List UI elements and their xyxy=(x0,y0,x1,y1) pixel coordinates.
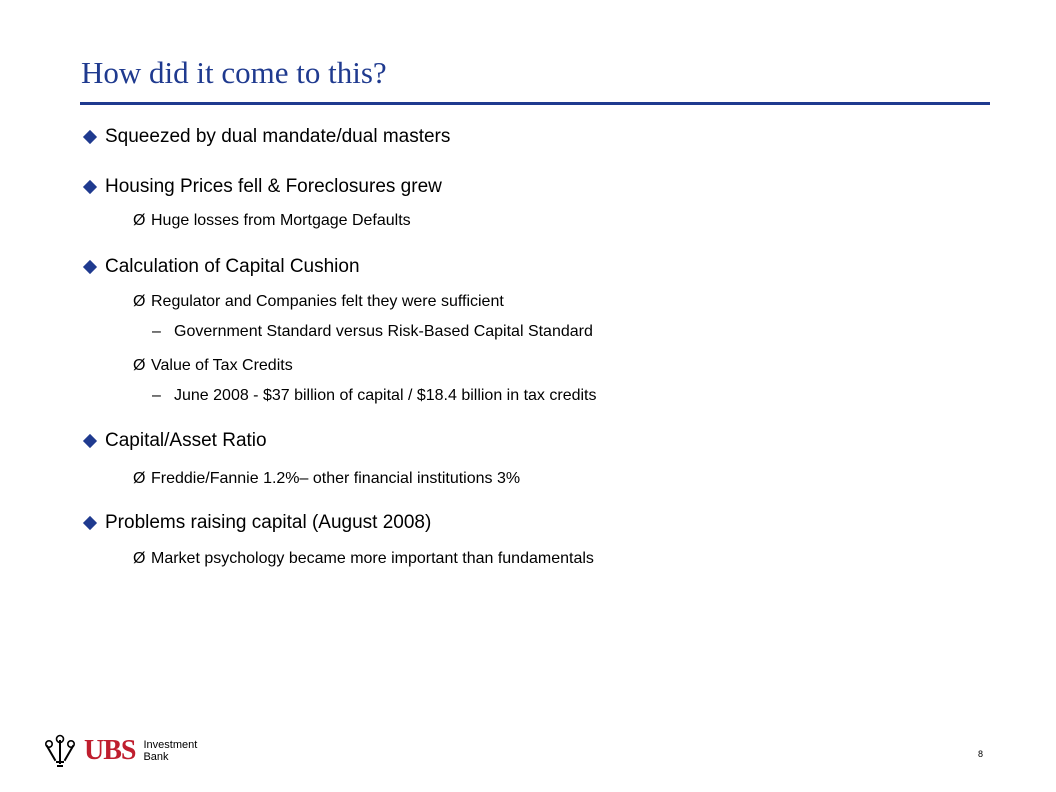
slide-title: How did it come to this? xyxy=(81,55,387,90)
bullet-item xyxy=(80,512,431,534)
diamond-bullet-icon xyxy=(83,516,97,530)
arrow-bullet-icon: Ø xyxy=(133,212,146,229)
sub-bullet-item xyxy=(133,356,293,376)
arrow-bullet-icon: Ø xyxy=(133,293,146,310)
sub-bullet-item xyxy=(133,549,594,569)
bullet-text: Government Standard versus Risk-Based Capital Standard xyxy=(174,323,593,340)
ubs-logo xyxy=(44,734,197,768)
bullet-text: Huge losses from Mortgage Defaults xyxy=(151,212,411,229)
brand-name: UBS xyxy=(84,735,136,766)
arrow-bullet-icon: Ø xyxy=(133,470,146,487)
bullet-item xyxy=(80,256,360,278)
dash-bullet-icon: – xyxy=(152,323,161,340)
bullet-text: Housing Prices fell & Foreclosures grew xyxy=(105,176,442,197)
diamond-bullet-icon xyxy=(83,260,97,274)
bullet-text: Problems raising capital (August 2008) xyxy=(105,512,432,533)
bullet-text: Squeezed by dual mandate/dual masters xyxy=(105,126,451,147)
title-underline xyxy=(80,102,990,105)
arrow-bullet-icon: Ø xyxy=(133,357,146,374)
bullet-text: Market psychology became more important than fundamentals xyxy=(151,550,594,567)
sub-bullet-item xyxy=(133,211,411,231)
keys-icon xyxy=(44,734,76,768)
dash-bullet-icon: – xyxy=(152,387,161,404)
sub-bullet-item xyxy=(133,469,520,489)
diamond-bullet-icon xyxy=(83,180,97,194)
sub-bullet-item xyxy=(133,292,504,312)
bullet-item xyxy=(80,176,442,198)
page-number: 8 xyxy=(978,749,984,759)
bullet-text: Regulator and Companies felt they were sufficient xyxy=(151,293,504,310)
bullet-text: Capital/Asset Ratio xyxy=(105,430,267,451)
bullet-text: Calculation of Capital Cushion xyxy=(105,256,360,277)
division-line-2: Bank xyxy=(143,751,169,763)
bullet-item xyxy=(80,126,450,148)
sub-sub-bullet-item xyxy=(152,386,596,406)
diamond-bullet-icon xyxy=(83,130,97,144)
bullet-text: Value of Tax Credits xyxy=(151,357,293,374)
division-name xyxy=(143,739,197,763)
bullet-text: June 2008 - $37 billion of capital / $18.4 billion in tax credits xyxy=(174,387,597,404)
arrow-bullet-icon: Ø xyxy=(133,550,146,567)
division-line-1: Investment xyxy=(143,739,198,751)
diamond-bullet-icon xyxy=(83,434,97,448)
bullet-text: Freddie/Fannie 1.2%– other financial institutions 3% xyxy=(151,470,521,487)
bullet-item xyxy=(80,430,267,452)
sub-sub-bullet-item xyxy=(152,322,593,342)
